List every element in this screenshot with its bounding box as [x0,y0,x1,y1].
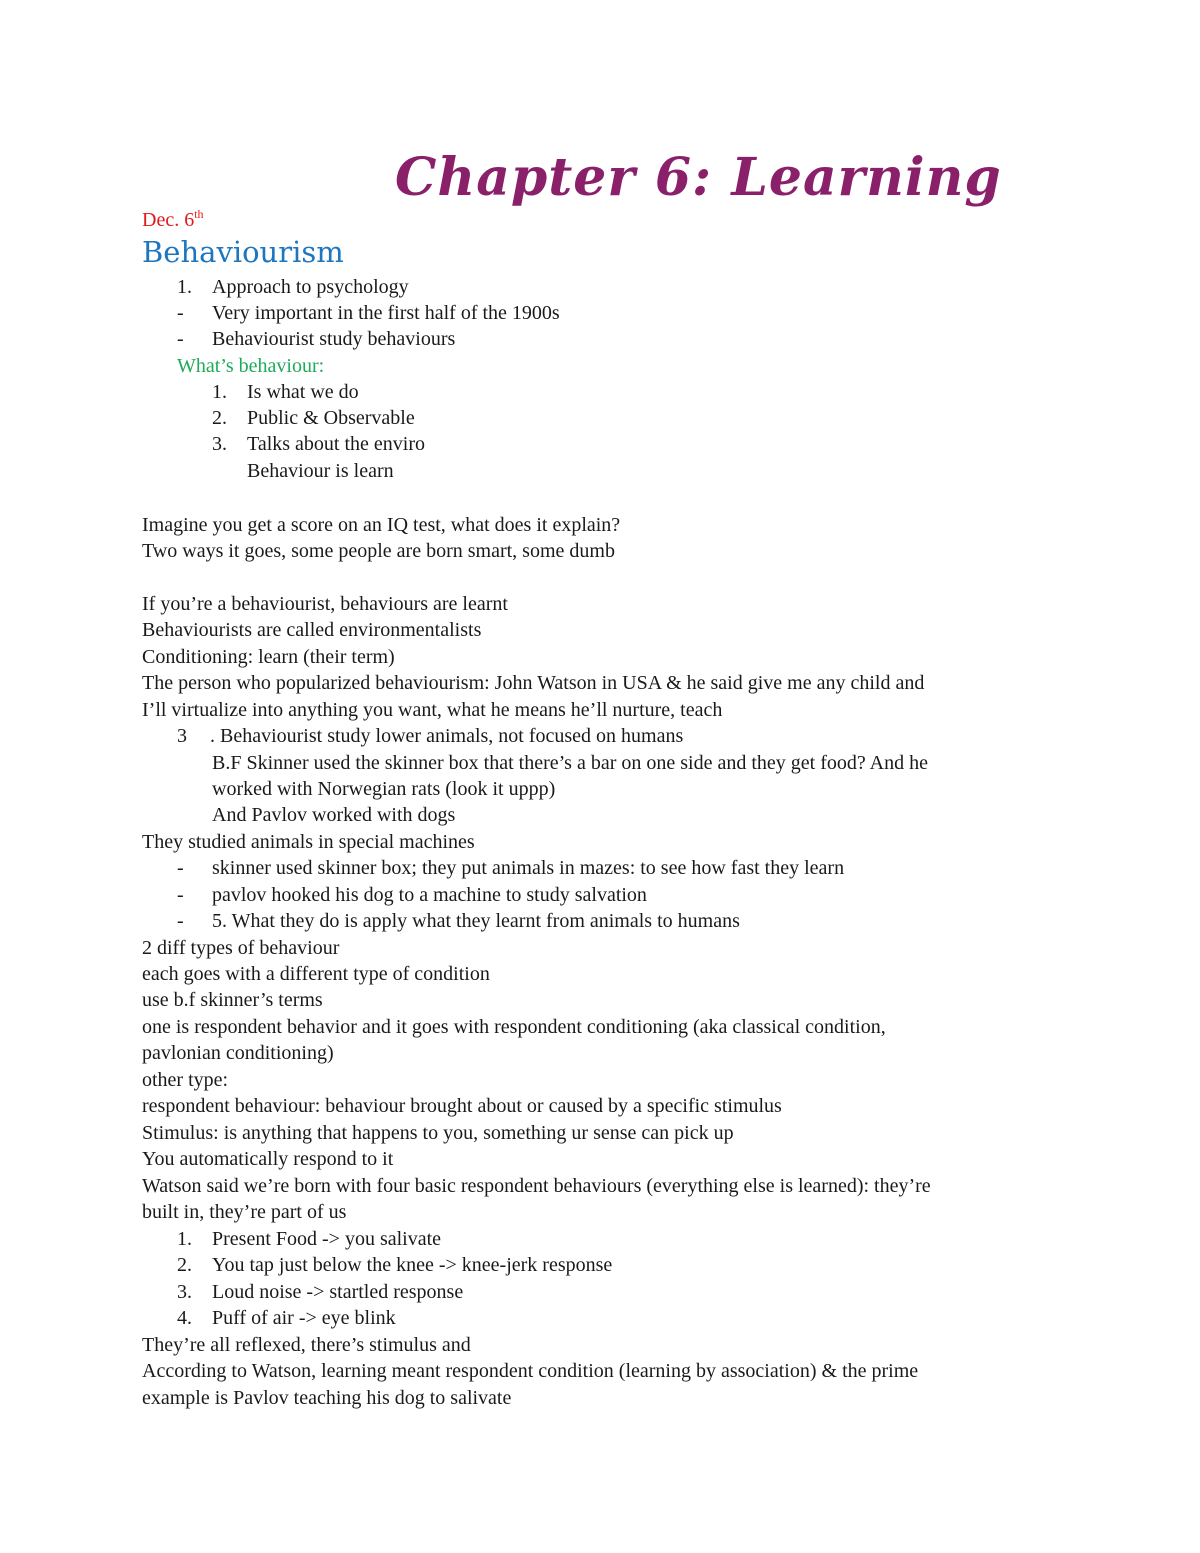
text-line: Stimulus: is anything that happens to you, something ur sense can pick up [142,1122,734,1144]
section-heading: Behaviourism [142,235,344,269]
subheading-whats-behaviour: What’s behaviour: [177,355,325,377]
text-line: other type: [142,1069,229,1091]
list-marker: 4. [177,1307,192,1329]
list-marker: 1. [177,1228,192,1250]
text-line: built in, they’re part of us [142,1201,347,1223]
text-line: Watson said we’re born with four basic respondent behaviours (everything else is learned): they’re [142,1175,931,1197]
text-line: The person who popularized behaviourism: John Watson in USA & he said give me any child and [142,672,925,694]
text-line: If you’re a behaviourist, behaviours are learnt [142,593,508,615]
text-line: each goes with a different type of condition [142,963,490,985]
text-line: 2 diff types of behaviour [142,937,340,959]
text-line: I’ll virtualize into anything you want, what he means he’ll nurture, teach [142,699,723,721]
list-item: Public & Observable [247,407,415,429]
text-line: Behaviourists are called environmentalists [142,619,482,641]
list-item: Talks about the enviro [247,433,425,455]
list-marker: 1. [177,276,192,298]
text-line: use b.f skinner’s terms [142,989,323,1011]
text-line: one is respondent behavior and it goes with respondent conditioning (aka classical condition, [142,1016,886,1038]
list-item: Approach to psychology [212,276,409,298]
list-marker: - [177,857,184,879]
list-marker: - [177,328,184,350]
text-line: respondent behaviour: behaviour brought about or caused by a specific stimulus [142,1095,782,1117]
text-line: You automatically respond to it [142,1148,394,1170]
text-line: Two ways it goes, some people are born smart, some dumb [142,540,615,562]
list-item: Is what we do [247,381,359,403]
text-line: worked with Norwegian rats (look it uppp) [212,778,556,800]
page-title: Chapter 6: Learning [395,147,1002,208]
text-line: They’re all reflexed, there’s stimulus and [142,1334,471,1356]
list-item: . Behaviourist study lower animals, not focused on humans [210,725,684,747]
list-item: Very important in the first half of the 1900s [212,302,560,324]
date-label [142,208,204,232]
list-marker: - [177,302,184,324]
text-line: pavlonian conditioning) [142,1042,334,1064]
text-line: Imagine you get a score on an IQ test, what does it explain? [142,514,621,536]
list-item: Puff of air -> eye blink [212,1307,396,1329]
list-marker: - [177,884,184,906]
list-marker: 2. [212,407,227,429]
text-line: They studied animals in special machines [142,831,475,853]
list-item: 5. What they do is apply what they learnt from animals to humans [212,910,740,932]
text-line: example is Pavlov teaching his dog to salivate [142,1387,512,1409]
list-item: Behaviourist study behaviours [212,328,456,350]
list-item: skinner used skinner box; they put animals in mazes: to see how fast they learn [212,857,845,879]
list-item: Present Food -> you salivate [212,1228,442,1250]
text-line: And Pavlov worked with dogs [212,804,456,826]
behaviour-note: Behaviour is learn [247,460,394,482]
list-marker: 1. [212,381,227,403]
text-line: According to Watson, learning meant respondent condition (learning by association) & the prime [142,1360,919,1382]
date-superscript: th [194,207,204,221]
list-marker: 2. [177,1254,192,1276]
list-item: pavlov hooked his dog to a machine to study salvation [212,884,647,906]
list-item: Loud noise -> startled response [212,1281,464,1303]
date-text: Dec. 6 [142,209,195,231]
list-item: You tap just below the knee -> knee-jerk response [212,1254,613,1276]
list-marker: 3 [177,725,187,747]
text-line: B.F Skinner used the skinner box that there’s a bar on one side and they get food? And he [212,752,928,774]
list-marker: 3. [212,433,227,455]
list-marker: 3. [177,1281,192,1303]
list-marker: - [177,910,184,932]
text-line: Conditioning: learn (their term) [142,646,395,668]
